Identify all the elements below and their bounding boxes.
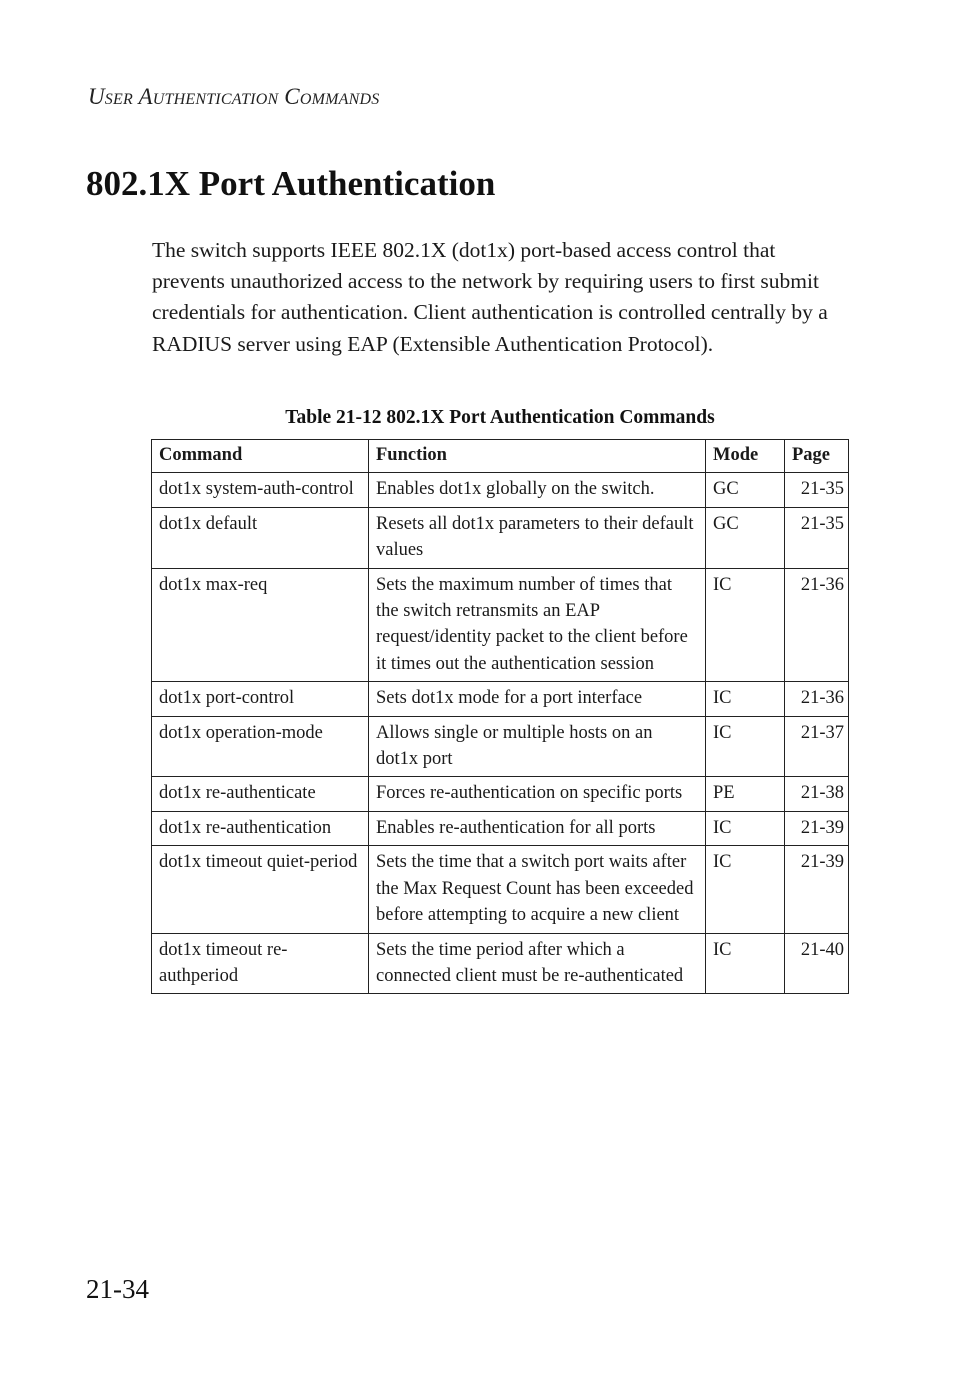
section-title: 802.1X Port Authentication <box>86 164 496 203</box>
column-header-page: Page <box>785 440 849 473</box>
page-cell: 21-36 <box>785 568 849 682</box>
function-cell: Enables dot1x globally on the switch. <box>369 473 706 507</box>
table-row <box>152 716 849 777</box>
function-cell: Allows single or multiple hosts on an dot1x port <box>369 716 706 777</box>
function-cell: Sets the maximum number of times that the switch retransmits an EAP request/identity packet to the client before it times out the authentication session <box>369 568 706 682</box>
page-number: 21-34 <box>86 1274 149 1304</box>
table-row <box>152 811 849 845</box>
page-cell: 21-35 <box>785 473 849 507</box>
page-cell: 21-37 <box>785 716 849 777</box>
mode-cell: PE <box>706 777 785 811</box>
mode-cell: IC <box>706 811 785 845</box>
command-cell: dot1x operation-mode <box>152 716 369 777</box>
function-cell: Forces re-authentication on specific ports <box>369 777 706 811</box>
table-row <box>152 682 849 716</box>
running-header: User Authentication Commands <box>88 84 380 109</box>
mode-cell: IC <box>706 846 785 933</box>
mode-cell: IC <box>706 933 785 994</box>
table-row <box>152 507 849 568</box>
function-cell: Sets dot1x mode for a port interface <box>369 682 706 716</box>
table-row <box>152 846 849 933</box>
function-cell: Enables re-authentication for all ports <box>369 811 706 845</box>
table-row <box>152 777 849 811</box>
table-caption: Table 21-12 802.1X Port Authentication Commands <box>285 407 715 428</box>
mode-cell: IC <box>706 682 785 716</box>
command-cell: dot1x timeout quiet-period <box>152 846 369 933</box>
function-cell: Sets the time period after which a connected client must be re-authenticated <box>369 933 706 994</box>
table-row <box>152 473 849 507</box>
page-cell: 21-36 <box>785 682 849 716</box>
command-cell: dot1x default <box>152 507 369 568</box>
command-cell: dot1x system-auth-control <box>152 473 369 507</box>
column-header-command: Command <box>152 440 369 473</box>
column-header-mode: Mode <box>706 440 785 473</box>
command-cell: dot1x timeout re-authperiod <box>152 933 369 994</box>
mode-cell: GC <box>706 473 785 507</box>
page-cell: 21-35 <box>785 507 849 568</box>
mode-cell: GC <box>706 507 785 568</box>
command-table <box>151 439 849 994</box>
command-cell: dot1x re-authenticate <box>152 777 369 811</box>
mode-cell: IC <box>706 716 785 777</box>
page-cell: 21-39 <box>785 846 849 933</box>
page-cell: 21-39 <box>785 811 849 845</box>
command-cell: dot1x re-authentication <box>152 811 369 845</box>
table-row <box>152 933 849 994</box>
table-header-row <box>152 440 849 473</box>
intro-paragraph: The switch supports IEEE 802.1X (dot1x) port-based access control that prevents unauthorized access to the network by requiring users to first submit credentials for authentication. Client authentication is controlled centrally by a RADIUS server using EAP (Extensible Authentication Protocol). <box>152 238 828 356</box>
page-cell: 21-40 <box>785 933 849 994</box>
table-row <box>152 568 849 682</box>
command-cell: dot1x port-control <box>152 682 369 716</box>
page-cell: 21-38 <box>785 777 849 811</box>
column-header-function: Function <box>369 440 706 473</box>
mode-cell: IC <box>706 568 785 682</box>
function-cell: Resets all dot1x parameters to their default values <box>369 507 706 568</box>
command-cell: dot1x max-req <box>152 568 369 682</box>
function-cell: Sets the time that a switch port waits after the Max Request Count has been exceeded before attempting to acquire a new client <box>369 846 706 933</box>
